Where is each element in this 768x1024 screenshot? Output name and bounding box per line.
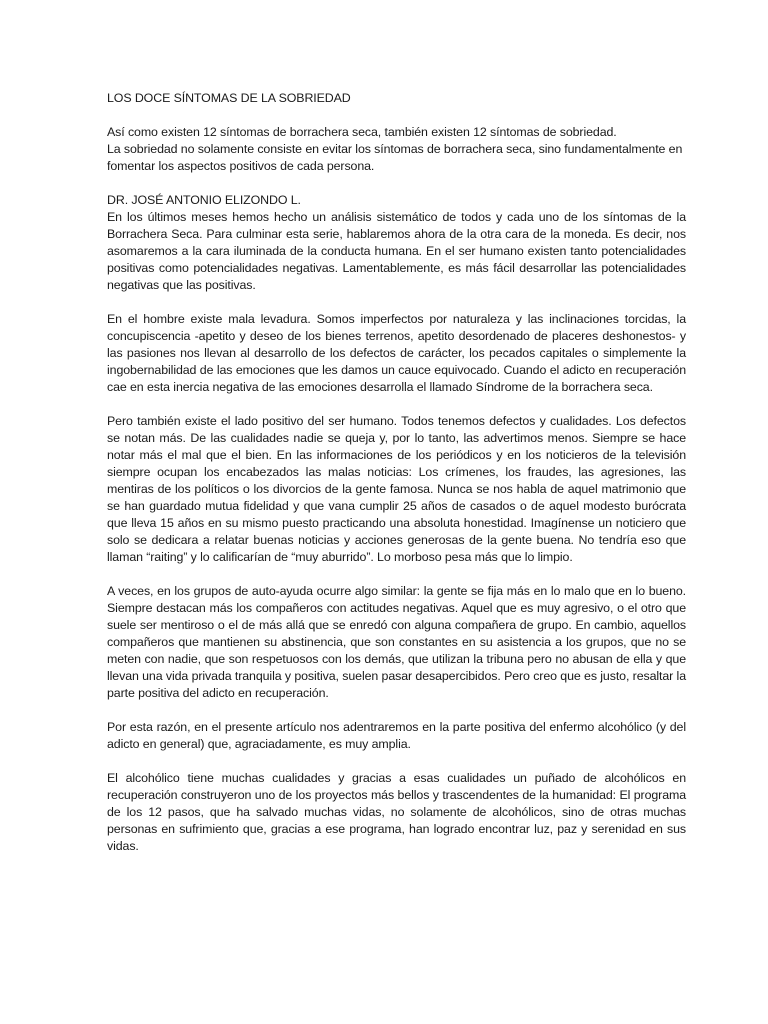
paragraph: En los últimos meses hemos hecho un análisis sistemático de todos y cada uno de los síntomas de la Borrachera Seca. Para culminar esta serie, hablaremos ahora de la otra cara de la moneda. Es decir, nos asomaremos a la cara iluminada de la conducta humana. En el ser humano existen tanto potencialidades positivas como potencialidades negativas. Lamentablemente, es más fácil desarrollar las potencialidades negativas que las positivas. <box>107 210 686 292</box>
paragraph: En el hombre existe mala levadura. Somos imperfectos por naturaleza y las inclinaciones torcidas, la concupiscencia -apetito y deseo de los bienes terrenos, apetito desordenado de placeres deshonestos- y las pasiones nos llevan al desarrollo de los defectos de carácter, los pecados capitales o simplemente la ingobernabilidad de las emociones que les damos un cauce equivocado. Cuando el adicto en recuperación cae en esta inercia negativa de las emociones desarrolla el llamado Síndrome de la borrachera seca. <box>107 312 686 394</box>
intro-line: La sobriedad no solamente consiste en evitar los síntomas de borrachera seca, sino fundamentalmente en fomentar los aspectos positivos de cada persona. <box>107 142 683 173</box>
paragraph: A veces, en los grupos de auto-ayuda ocurre algo similar: la gente se fija más en lo malo que en lo bueno. Siempre destacan más los compañeros con actitudes negativas. Aquel que es muy agresivo, o el otro que suele ser mentiroso o el de más allá que se enredó con alguna compañera de grupo. En cambio, aquellos compañeros que mantienen su abstinencia, que son constantes en su asistencia a los grupos, que no se meten con nadie, que son respetuosos con los demás, que utilizan la tribuna pero no abusan de ella y que llevan una vida privada tranquila y positiva, suelen pasar desapercibidos. Pero creo que es justo, resaltar la parte positiva del adicto en recuperación. <box>107 584 686 700</box>
intro-block <box>107 124 686 175</box>
paragraph: Por esta razón, en el presente artículo nos adentraremos en la parte positiva del enfermo alcohólico (y del adicto en general) que, agraciadamente, es muy amplia. <box>107 720 686 751</box>
author-name: DR. JOSÉ ANTONIO ELIZONDO L. <box>107 193 301 207</box>
paragraph: Pero también existe el lado positivo del ser humano. Todos tenemos defectos y cualidades. Los defectos se notan más. De las cualidades nadie se queja y, por lo tanto, las advertimos menos. Siempre se hace notar más el mal que el bien. En las informaciones de los periódicos y en los noticieros de la televisión siempre ocupan los encabezados las malas noticias: Los crímenes, los fraudes, las agresiones, las mentiras de los políticos o los divorcios de la gente famosa. Nunca se nos habla de aquel matrimonio que se han guardado mutua fidelidad y que vana cumplir 25 años de casados o de aquel modesto burócrata que lleva 15 años en su mismo puesto practicando una absoluta honestidad. Imagínense un noticiero que solo se dedicara a relatar buenas noticias y acciones generosas de la gente buena. No tendría eso que llaman “raiting” y lo calificarían de “muy aburrido”. Lo morboso pesa más que lo limpio. <box>107 414 686 564</box>
intro-line: Así como existen 12 síntomas de borrachera seca, también existen 12 síntomas de sobriedad. <box>107 125 617 139</box>
document-title: LOS DOCE SÍNTOMAS DE LA SOBRIEDAD <box>107 91 351 105</box>
paragraph: El alcohólico tiene muchas cualidades y gracias a esas cualidades un puñado de alcohólicos en recuperación construyeron uno de los proyectos más bellos y trascendentes de la humanidad: El programa de los 12 pasos, que ha salvado muchas vidas, no solamente de alcohólicos, sino de otras muchas personas en sufrimiento que, gracias a ese programa, han logrado encontrar luz, paz y serenidad en sus vidas. <box>107 771 686 853</box>
